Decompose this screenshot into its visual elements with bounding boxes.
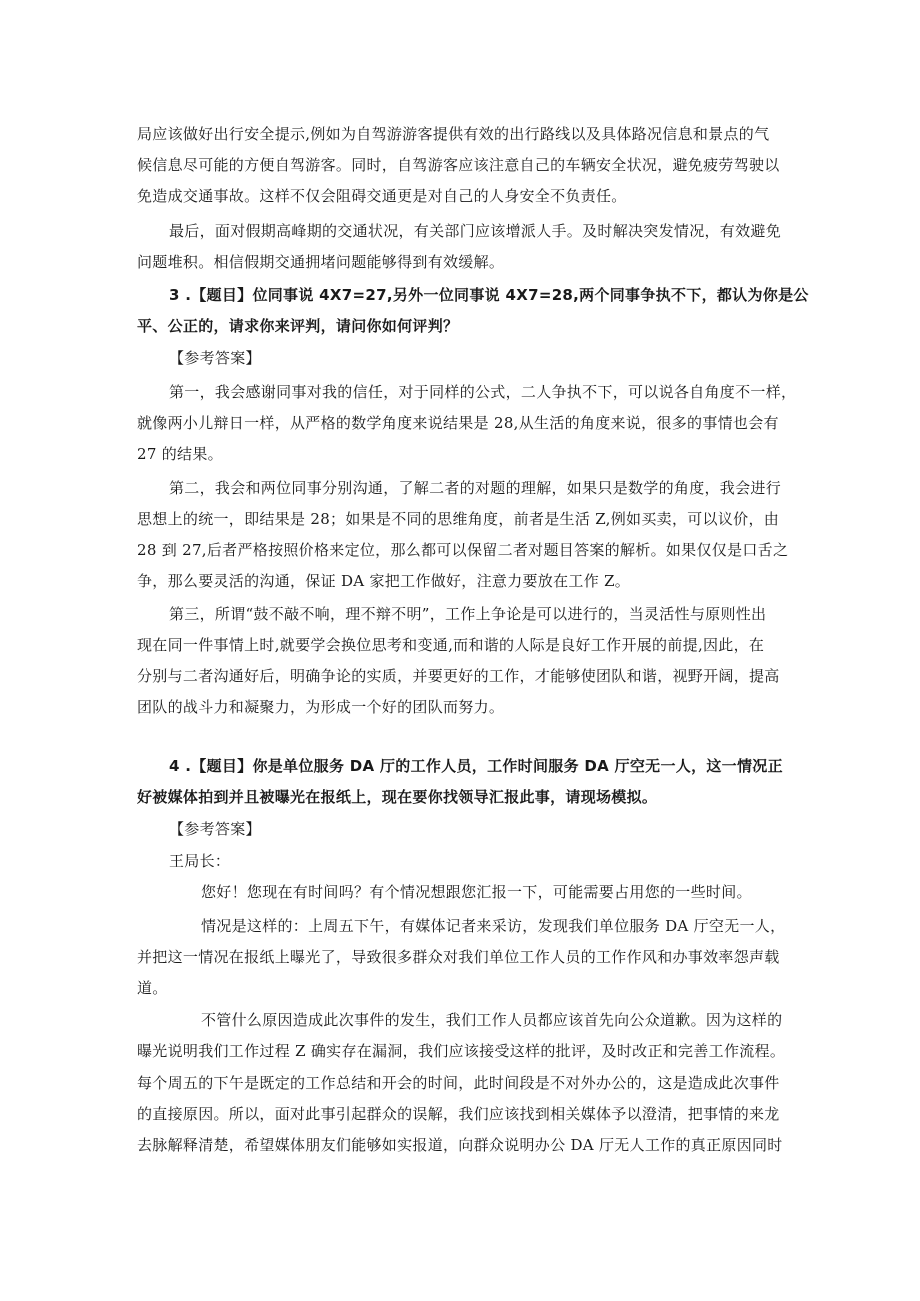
- paragraph-line: 道。: [137, 979, 168, 997]
- paragraph-line: 您好！您现在有时间吗？有个情况想跟您汇报一下，可能需要占用您的一些时间。: [201, 883, 752, 901]
- paragraph-line: 思想上的统一，即结果是 28；如果是不同的思维角度，前者是生活 Z,例如买卖，可以议价，由: [137, 510, 780, 528]
- paragraph-line: 争，那么要灵活的沟通，保证 DA 家把工作做好，注意力要放在工作 Z。: [137, 572, 631, 590]
- paragraph-line: 曝光说明我们工作过程 Z 确实存在漏洞，我们应该接受这样的批评，及时改正和完善工作流程。: [137, 1042, 786, 1060]
- paragraph-line: 第二，我会和两位同事分别沟通，了解二者的对题的理解，如果只是数学的角度，我会进行: [169, 479, 782, 497]
- letter-greeting: 王局长：: [169, 852, 231, 870]
- paragraph-line: 免造成交通事故。这样不仅会阻碍交通更是对自己的人身安全不负责任。: [137, 187, 627, 205]
- paragraph-line: 最后，面对假期高峰期的交通状况，有关部门应该增派人手。及时解决突发情况，有效避免: [169, 222, 782, 240]
- paragraph-line: 情况是这样的：上周五下午，有媒体记者来采访，发现我们单位服务 DA 厅空无一人，: [201, 917, 786, 935]
- q4-title: 好被媒体拍到并且被曝光在报纸上，现在要你找领导汇报此事，请现场模拟。: [137, 788, 658, 806]
- paragraph-line: 每个周五的下午是既定的工作总结和开会的时间，此时间段是不对外办公的，这是造成此次事件: [137, 1074, 780, 1092]
- paragraph-line: 27 的结果。: [137, 445, 223, 463]
- q3-title: 3 .【题目】位同事说 4X7=27,另外一位同事说 4X7=28,两个同事争执不下，都认为你是公: [169, 286, 809, 304]
- paragraph-line: 并把这一情况在报纸上曝光了，导致很多群众对我们单位工作人员的工作作风和办事效率怨声载: [137, 948, 780, 966]
- paragraph-line: 局应该做好出行安全提示,例如为自驾游游客提供有效的出行路线以及具体路况信息和景点的气: [137, 125, 770, 143]
- paragraph-line: 去脉解释清楚，希望媒体朋友们能够如实报道，向群众说明办公 DA 厅无人工作的真正原因同时: [137, 1136, 783, 1154]
- q3-answer-label: 【参考答案】: [169, 349, 261, 367]
- paragraph-line: 28 到 27,后者严格按照价格来定位，那么都可以保留二者对题目答案的解析。如果仅仅是口舌之: [137, 541, 789, 559]
- paragraph-line: 分别与二者沟通好后，明确争论的实质，并要更好的工作，才能够使团队和谐，视野开阔，提高: [137, 667, 780, 685]
- paragraph-line: 现在同一件事情上时,就要学会换位思考和变通,而和谐的人际是良好工作开展的前提,因此，在: [137, 636, 765, 654]
- q4-answer-label: 【参考答案】: [169, 820, 261, 838]
- paragraph-line: 团队的战斗力和凝聚力，为形成一个好的团队而努力。: [137, 698, 505, 716]
- paragraph-line: 不管什么原因造成此次事件的发生，我们工作人员都应该首先向公众道歉。因为这样的: [201, 1011, 783, 1029]
- paragraph-line: 的直接原因。所以，面对此事引起群众的误解，我们应该找到相关媒体予以澄清，把事情的来龙: [137, 1105, 780, 1123]
- paragraph-line: 第三，所谓“鼓不敲不响，理不辩不明”，工作上争论是可以进行的，当灵活性与原则性出: [169, 605, 767, 623]
- paragraph-line: 问题堆积。相信假期交通拥堵问题能够得到有效缓解。: [137, 253, 505, 271]
- q4-title: 4 .【题目】你是单位服务 DA 厅的工作人员，工作时间服务 DA 厅空无一人，这一情况正: [169, 757, 783, 775]
- paragraph-line: 候信息尽可能的方便自驾游客。同时，自驾游客应该注意自己的车辆安全状况，避免疲劳驾驶以: [137, 156, 780, 174]
- paragraph-line: 第一，我会感谢同事对我的信任，对于同样的公式，二人争执不下，可以说各自角度不一样，: [169, 383, 797, 401]
- paragraph-line: 就像两小儿辩日一样，从严格的数学角度来说结果是 28,从生活的角度来说，很多的事情也会有: [137, 414, 779, 432]
- q3-title: 平、公正的，请求你来评判，请问你如何评判？: [137, 317, 459, 335]
